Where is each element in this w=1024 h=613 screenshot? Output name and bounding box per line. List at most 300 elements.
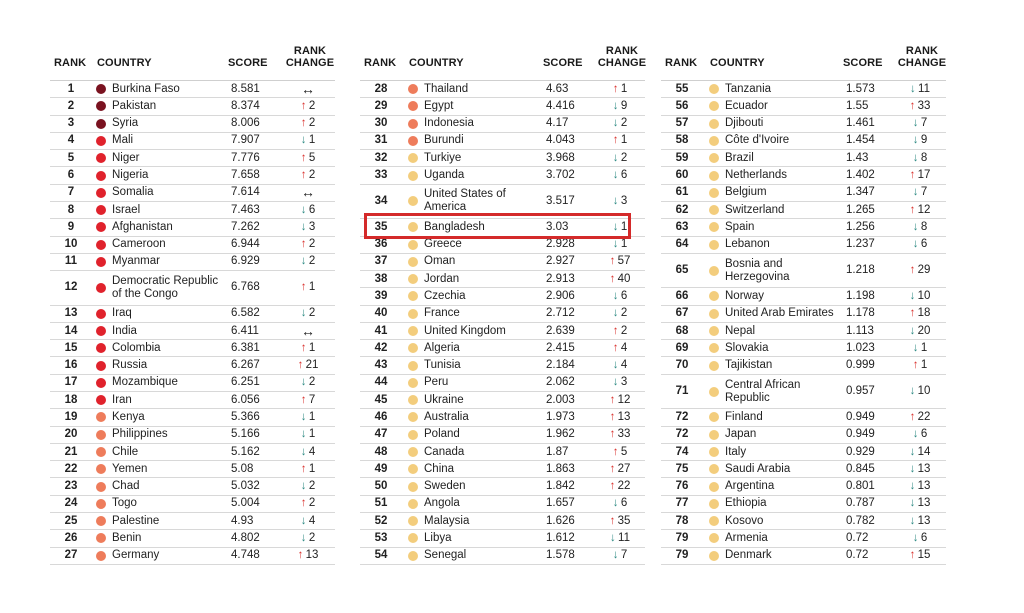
score-color-dot	[709, 516, 719, 526]
score-color-dot	[96, 464, 106, 474]
up-arrow-icon: ↑	[612, 324, 619, 337]
down-arrow-icon: ↓	[612, 307, 619, 320]
rank-change	[895, 100, 945, 113]
up-arrow-icon: ↑	[609, 410, 616, 423]
table-row	[661, 461, 946, 478]
rank-value: 48	[374, 445, 388, 458]
rank-change-value: 12	[915, 203, 931, 216]
rank-change	[895, 359, 945, 372]
table-row	[661, 219, 946, 236]
country-name: Argentina	[725, 480, 775, 493]
rank-value: 56	[675, 99, 689, 112]
rank-value: 57	[675, 117, 689, 130]
score-value: 8.006	[231, 117, 260, 130]
down-arrow-icon: ↓	[912, 186, 919, 199]
rank-value: 13	[64, 307, 78, 320]
down-arrow-icon: ↓	[912, 238, 919, 251]
score-value: 1.87	[546, 445, 569, 458]
country-name: Greece	[424, 238, 462, 251]
country-name: Denmark	[725, 549, 772, 562]
rank-change	[282, 446, 334, 459]
country-name: Australia	[424, 410, 469, 423]
rank-change-value: 22	[615, 480, 631, 493]
score-value: 2.184	[546, 359, 575, 372]
rank-change-value: 1	[618, 220, 628, 233]
table-row	[661, 202, 946, 219]
country-name: Mali	[112, 134, 134, 147]
score-value: 2.712	[546, 307, 575, 320]
table-row	[360, 271, 645, 288]
down-arrow-icon: ↓	[300, 410, 307, 423]
score-color-dot	[408, 171, 418, 181]
score-value: 5.162	[231, 445, 260, 458]
rank-change	[282, 100, 334, 113]
score-value: 1.43	[846, 151, 869, 164]
rank-change-value: 2	[306, 169, 316, 182]
rank-change	[595, 411, 645, 424]
rank-change	[595, 446, 645, 459]
up-arrow-icon: ↑	[300, 151, 307, 164]
rank-change	[595, 532, 645, 545]
rank-change-value: 1	[306, 410, 316, 423]
rank-change	[282, 394, 334, 407]
country-name: Bangladesh	[424, 220, 485, 233]
down-arrow-icon: ↓	[612, 549, 619, 562]
rank-value: 46	[374, 410, 388, 423]
country-name: United States of America	[424, 188, 506, 214]
table-row	[50, 496, 335, 513]
score-value: 3.702	[546, 169, 575, 182]
rank-value: 74	[675, 445, 689, 458]
down-arrow-icon: ↓	[300, 255, 307, 268]
rank-change-value: 2	[306, 255, 316, 268]
no-change-arrow-icon: ↔	[301, 322, 315, 339]
rank-value: 27	[64, 549, 78, 562]
table-row	[360, 116, 645, 133]
rank-change-value: 1	[918, 341, 928, 354]
rank-value: 33	[374, 169, 388, 182]
rank-change	[282, 255, 334, 268]
rank-change	[895, 446, 945, 459]
score-color-dot	[96, 499, 106, 509]
score-value: 0.949	[846, 410, 875, 423]
rank-value: 34	[374, 194, 388, 207]
rank-value: 44	[374, 376, 388, 389]
score-value: 7.907	[231, 134, 260, 147]
rank-value: 5	[67, 151, 75, 164]
rank-change	[595, 515, 645, 528]
score-value: 0.787	[846, 497, 875, 510]
rank-value: 19	[64, 410, 78, 423]
score-color-dot	[96, 101, 106, 111]
down-arrow-icon: ↓	[909, 514, 916, 527]
table-row	[50, 133, 335, 150]
down-arrow-icon: ↓	[909, 462, 916, 475]
header-score: SCORE	[543, 57, 583, 69]
score-color-dot	[96, 283, 106, 293]
country-name: Lebanon	[725, 238, 770, 251]
highlight-box	[364, 213, 631, 238]
no-change-arrow-icon: ↔	[301, 80, 315, 97]
rank-value: 30	[374, 117, 388, 130]
rank-change-value: 40	[615, 272, 631, 285]
up-arrow-icon: ↑	[609, 480, 616, 493]
rank-change-value: 3	[618, 376, 628, 389]
score-color-dot	[709, 309, 719, 319]
country-name: Czechia	[424, 289, 466, 302]
rank-change	[282, 204, 334, 217]
rank-change	[895, 480, 945, 493]
score-color-dot	[408, 343, 418, 353]
rank-change	[595, 290, 645, 303]
score-value: 1.113	[846, 324, 874, 337]
rank-change-value: 5	[306, 151, 316, 164]
table-row	[360, 375, 645, 392]
table-row	[360, 530, 645, 547]
score-value: 2.913	[546, 272, 575, 285]
table-row	[661, 98, 946, 115]
down-arrow-icon: ↓	[300, 480, 307, 493]
rank-value: 4	[67, 134, 75, 147]
up-arrow-icon: ↑	[300, 341, 307, 354]
country-name: Russia	[112, 359, 148, 372]
rank-change-value: 10	[915, 385, 931, 398]
rank-change-value: 8	[918, 220, 928, 233]
table-row	[50, 219, 335, 236]
score-value: 3.517	[546, 194, 575, 207]
up-arrow-icon: ↑	[612, 445, 619, 458]
down-arrow-icon: ↓	[610, 531, 616, 544]
score-value: 1.178	[846, 307, 875, 320]
country-name: Norway	[725, 289, 764, 302]
score-color-dot	[408, 309, 418, 319]
score-color-dot	[96, 257, 106, 267]
down-arrow-icon: ↓	[909, 497, 916, 510]
score-value: 1.573	[846, 82, 875, 95]
rank-change-value: 4	[618, 341, 628, 354]
rank-value: 36	[374, 238, 388, 251]
country-name: Mozambique	[112, 376, 178, 389]
rank-value: 3	[67, 117, 75, 130]
down-arrow-icon: ↓	[912, 134, 919, 147]
rank-value: 9	[67, 220, 75, 233]
rank-change-value: 22	[915, 410, 931, 423]
country-name: India	[112, 324, 137, 337]
down-arrow-icon: ↓	[912, 428, 919, 441]
score-color-dot	[709, 171, 719, 181]
rank-change	[895, 134, 945, 147]
score-color-dot	[408, 395, 418, 405]
score-value: 1.265	[846, 203, 875, 216]
country-name: Burundi	[424, 134, 464, 147]
down-arrow-icon: ↓	[612, 169, 619, 182]
rank-change-value: 13	[915, 480, 931, 493]
header-rank-change: RANK CHANGE	[285, 45, 335, 69]
rank-value: 14	[64, 324, 78, 337]
rank-change	[282, 134, 334, 147]
rank-value: 1	[67, 82, 75, 95]
country-name: Myanmar	[112, 255, 160, 268]
rank-change-value: 7	[918, 117, 928, 130]
table-row	[50, 513, 335, 530]
country-name: Chile	[112, 445, 139, 458]
score-color-dot	[408, 136, 418, 146]
score-color-dot	[408, 84, 418, 94]
down-arrow-icon: ↓	[910, 82, 916, 95]
rank-change-value: 6	[618, 169, 628, 182]
rank-value: 47	[374, 428, 388, 441]
rank-value: 7	[67, 186, 75, 199]
table-row	[50, 548, 335, 565]
rank-change-value: 6	[306, 203, 316, 216]
header-rank-change: RANK CHANGE	[597, 45, 647, 69]
score-value: 0.782	[846, 514, 875, 527]
rank-value: 76	[675, 480, 689, 493]
country-name: Ukraine	[424, 393, 464, 406]
rank-change-value: 1	[618, 82, 628, 95]
down-arrow-icon: ↓	[912, 220, 919, 233]
rank-value: 15	[64, 341, 78, 354]
rank-value: 24	[64, 497, 78, 510]
table-row	[360, 323, 645, 340]
score-value: 5.166	[231, 428, 260, 441]
country-name: Poland	[424, 428, 460, 441]
country-name: Nepal	[725, 324, 756, 337]
rank-value: 71	[675, 385, 689, 398]
rank-value: 49	[374, 462, 388, 475]
rank-change-value: 4	[306, 514, 316, 527]
table-row	[661, 81, 946, 98]
down-arrow-icon: ↓	[909, 385, 916, 398]
score-color-dot	[408, 153, 418, 163]
table-header	[661, 42, 946, 81]
score-value: 0.845	[846, 462, 875, 475]
table-row	[360, 513, 645, 530]
country-name: Philippines	[112, 428, 168, 441]
country-name: Libya	[424, 531, 452, 544]
rank-change-value: 2	[306, 99, 316, 112]
up-arrow-icon: ↑	[909, 99, 916, 112]
score-color-dot	[709, 533, 719, 543]
header-score: SCORE	[843, 57, 883, 69]
rank-value: 42	[374, 341, 388, 354]
score-value: 1.55	[846, 99, 869, 112]
ranking-table-3	[661, 42, 946, 565]
score-color-dot	[408, 257, 418, 267]
table-row	[360, 444, 645, 461]
down-arrow-icon: ↓	[300, 514, 307, 527]
rank-change	[595, 463, 645, 476]
table-row	[661, 340, 946, 357]
rank-value: 12	[64, 281, 78, 294]
score-color-dot	[96, 309, 106, 319]
rank-value: 31	[374, 134, 388, 147]
rank-value: 45	[374, 393, 388, 406]
score-value: 7.614	[231, 186, 260, 199]
down-arrow-icon: ↓	[909, 445, 916, 458]
score-color-dot	[709, 482, 719, 492]
no-change-arrow-icon: ↔	[301, 184, 315, 201]
country-name: Angola	[424, 497, 460, 510]
country-name: Spain	[725, 220, 755, 233]
table-row	[360, 357, 645, 374]
score-value: 1.454	[846, 134, 875, 147]
score-value: 0.72	[846, 549, 869, 562]
table-row	[50, 185, 335, 202]
rank-change-value: 4	[306, 445, 316, 458]
rank-change-value: 33	[915, 99, 931, 112]
down-arrow-icon: ↓	[909, 480, 916, 493]
rank-change	[895, 290, 945, 303]
score-value: 1.237	[846, 238, 875, 251]
rank-change-value: 1	[618, 238, 628, 251]
down-arrow-icon: ↓	[912, 151, 919, 164]
rank-value: 67	[675, 307, 689, 320]
table-row	[661, 496, 946, 513]
rank-value: 17	[64, 376, 78, 389]
country-name: Cameroon	[112, 238, 166, 251]
rank-value: 63	[675, 220, 689, 233]
table-row	[50, 357, 335, 374]
down-arrow-icon: ↓	[300, 531, 307, 544]
score-value: 5.08	[231, 462, 254, 475]
score-value: 7.463	[231, 203, 260, 216]
table-row	[50, 478, 335, 495]
score-value: 8.374	[231, 99, 260, 112]
rank-value: 38	[374, 272, 388, 285]
rank-change-value: 33	[615, 428, 631, 441]
rank-change	[282, 480, 334, 493]
rank-change	[282, 549, 334, 562]
table-row	[360, 288, 645, 305]
rank-change-value: 1	[306, 134, 316, 147]
score-color-dot	[408, 464, 418, 474]
table-row	[50, 116, 335, 133]
up-arrow-icon: ↑	[300, 462, 307, 475]
table-row	[661, 150, 946, 167]
down-arrow-icon: ↓	[612, 289, 619, 302]
down-arrow-icon: ↓	[300, 307, 307, 320]
score-value: 1.626	[546, 514, 575, 527]
country-name: Tajikistan	[725, 359, 773, 372]
score-value: 6.056	[231, 393, 260, 406]
down-arrow-icon: ↓	[912, 531, 919, 544]
rank-change-value: 13	[615, 410, 631, 423]
rank-change	[895, 497, 945, 510]
score-color-dot	[96, 205, 106, 215]
up-arrow-icon: ↑	[300, 281, 307, 294]
score-value: 5.032	[231, 480, 260, 493]
table-row	[661, 116, 946, 133]
table-row	[661, 409, 946, 426]
score-color-dot	[408, 101, 418, 111]
rank-value: 28	[374, 82, 388, 95]
country-name: Iran	[112, 393, 132, 406]
rank-value: 68	[675, 324, 689, 337]
table-row	[50, 409, 335, 426]
score-value: 6.768	[231, 281, 260, 294]
score-color-dot	[408, 447, 418, 457]
rank-value: 39	[374, 289, 388, 302]
country-name: Senegal	[424, 549, 467, 562]
score-color-dot	[96, 516, 106, 526]
country-name: Syria	[112, 117, 139, 130]
ranking-table-1	[50, 42, 335, 565]
rank-value: 41	[374, 324, 388, 337]
score-value: 0.949	[846, 428, 875, 441]
rank-change	[595, 169, 645, 182]
rank-change	[282, 463, 334, 476]
rank-value: 8	[67, 203, 75, 216]
country-name: Slovakia	[725, 341, 769, 354]
rank-change-value: 6	[618, 289, 628, 302]
score-value: 6.381	[231, 341, 260, 354]
rank-change-value: 6	[918, 428, 928, 441]
rank-change	[895, 83, 945, 96]
rank-change-value: 13	[915, 497, 931, 510]
up-arrow-icon: ↑	[297, 359, 304, 372]
rank-change	[282, 342, 334, 355]
rank-change	[595, 307, 645, 320]
country-name: Afghanistan	[112, 220, 173, 233]
down-arrow-icon: ↓	[612, 376, 619, 389]
rank-change	[595, 376, 645, 389]
rank-change	[895, 411, 945, 424]
score-color-dot	[96, 395, 106, 405]
score-color-dot	[96, 378, 106, 388]
country-name: Pakistan	[112, 99, 157, 112]
score-value: 4.416	[546, 99, 575, 112]
rank-change	[595, 255, 645, 268]
rank-change	[282, 238, 334, 251]
score-color-dot	[96, 412, 106, 422]
score-value: 1.863	[546, 462, 575, 475]
score-color-dot	[709, 101, 719, 111]
rank-value: 40	[374, 307, 388, 320]
table-body	[360, 81, 645, 565]
score-color-dot	[709, 387, 719, 397]
rank-value: 60	[675, 169, 689, 182]
score-value: 6.267	[231, 359, 260, 372]
rank-change-value: 2	[306, 531, 316, 544]
score-color-dot	[96, 343, 106, 353]
table-row	[50, 81, 335, 98]
rank-change	[282, 322, 334, 340]
rank-value: 16	[64, 359, 78, 372]
rank-value: 59	[675, 151, 689, 164]
rank-value: 78	[675, 514, 689, 527]
rank-change	[282, 532, 334, 545]
rank-value: 11	[64, 255, 78, 268]
country-name: Jordan	[424, 272, 460, 285]
score-value: 5.366	[231, 410, 260, 423]
rank-value: 23	[64, 480, 78, 493]
rank-change	[595, 134, 645, 147]
country-name: Finland	[725, 410, 763, 423]
score-value: 7.658	[231, 169, 260, 182]
table-row	[360, 167, 645, 184]
score-color-dot	[408, 274, 418, 284]
rank-change-value: 1	[918, 359, 928, 372]
country-name: Tunisia	[424, 359, 461, 372]
score-color-dot	[96, 240, 106, 250]
score-value: 7.262	[231, 220, 260, 233]
down-arrow-icon: ↓	[909, 324, 916, 337]
rank-value: 10	[64, 238, 78, 251]
score-value: 1.612	[546, 531, 575, 544]
score-color-dot	[408, 378, 418, 388]
rank-value: 50	[374, 480, 388, 493]
